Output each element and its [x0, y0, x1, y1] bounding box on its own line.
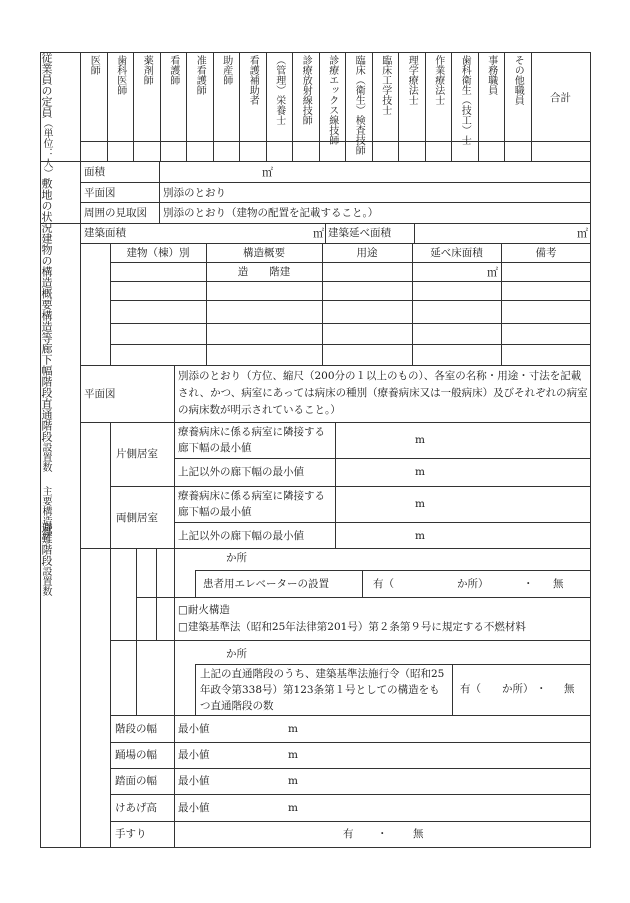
riser-height-min: 最小値: [178, 802, 210, 814]
staff-header: 作業療法士: [432, 55, 444, 105]
staff-header: 臨床工学技士: [379, 55, 391, 115]
row1-structure: 造 階建: [237, 266, 291, 278]
corridor-single-other-unit: m: [415, 466, 425, 478]
evac-text: 上記の直通階段のうち、建築基準法施行令（昭和25年政令第338号）第123条第１号としての構造をもつ直通階段の数: [200, 668, 445, 712]
direct-count-unit: か所: [226, 552, 247, 564]
corridor-single-other: 上記以外の廊下幅の最小値: [178, 466, 304, 478]
staff-header: 准看護師: [194, 55, 206, 95]
main-structure-opt1: □耐火構造: [178, 604, 230, 616]
staff-header: 診療放射線技師: [300, 55, 312, 125]
staff-header: 理学療法士: [406, 55, 418, 105]
col-use: 用途: [356, 247, 378, 259]
staff-header: 看護補助者: [247, 55, 259, 105]
corridor-single-recuperation-unit: m: [415, 434, 425, 446]
corridor-double-recuperation-unit: m: [415, 498, 425, 510]
staff-header: 助産師: [220, 55, 232, 85]
evac-sep: ・: [536, 683, 547, 695]
elevator-yes: 有（ か所）: [373, 578, 489, 590]
floor-plan-label: 平面図: [84, 388, 116, 400]
col-structure: 構造概要: [243, 247, 285, 259]
evac-stairs-label: 避難階段: [40, 522, 53, 566]
staff-header: その他職員: [512, 55, 524, 105]
staff-header: 事務職員: [485, 55, 497, 95]
elevator-no: 無: [553, 578, 564, 590]
site-plan-label: 平面図: [84, 187, 116, 199]
riser-height-label: けあげ高: [115, 802, 157, 814]
stair-width-label: 階段の幅: [115, 723, 157, 735]
staff-unit: （単位：人）: [41, 118, 52, 178]
tread-width-label: 踏面の幅: [115, 775, 157, 787]
site-label: 敷地の状況: [40, 178, 53, 233]
building-label: 建物の構造概要: [40, 233, 53, 310]
corridor-label: 廊下幅: [40, 343, 53, 376]
riser-height-unit: m: [288, 802, 298, 814]
col-notes: 備考: [535, 247, 557, 259]
corridor-double-recuperation: 療養病床に係る病室に隣接する廊下幅の最小値: [178, 490, 325, 518]
landing-width-min: 最小値: [178, 749, 210, 761]
site-plan-value: 別添のとおり: [163, 187, 226, 199]
landing-width-unit: m: [288, 749, 298, 761]
stairs-label: 階段: [40, 376, 53, 398]
corridor-double-label: 両側居室: [116, 512, 158, 524]
staff-label: 従業員の定員: [40, 52, 53, 118]
row1-floor-unit: ㎡: [487, 266, 498, 279]
evac-count-label: 設置数: [40, 566, 51, 596]
main-structure-opt2: □建築基準法（昭和25年法律第201号）第２条第９号に規定する不燃材料: [178, 621, 526, 633]
stair-width-min: 最小値: [178, 723, 210, 735]
corridor-double-other-unit: m: [415, 530, 425, 542]
staff-header: 歯科医師: [114, 55, 126, 95]
floor-area-label: 建築延べ面積: [328, 227, 391, 239]
evac-yes: 有（ か所）: [460, 683, 534, 695]
building-area-label: 建築面積: [84, 227, 126, 239]
main-structure-label: 主要構造部: [40, 486, 51, 536]
staff-header: 薬剤師: [141, 55, 153, 85]
corridor-double-other: 上記以外の廊下幅の最小値: [178, 530, 304, 542]
staff-header: 看護師: [167, 55, 179, 85]
site-env-value: 別添のとおり（建物の配置を記載すること。）: [163, 207, 379, 219]
tread-width-min: 最小値: [178, 775, 210, 787]
floor-area-unit: ㎡: [577, 227, 588, 240]
site-env-label: 周囲の見取図: [84, 207, 147, 219]
stair-width-unit: m: [288, 723, 298, 735]
handrail-no: 無: [413, 828, 424, 840]
handrail-yes: 有: [343, 828, 354, 840]
staff-header: 医師: [88, 55, 100, 75]
evac-count-unit: か所: [226, 648, 247, 660]
facility-form: [40, 52, 591, 848]
elevator-sep: ・: [523, 578, 534, 590]
evac-no: 無: [564, 683, 575, 695]
staff-header: （管理）栄養士: [273, 55, 285, 125]
landing-width-label: 踊場の幅: [115, 749, 157, 761]
handrail-sep: ・: [377, 828, 388, 840]
site-area-unit: ㎡: [262, 166, 273, 179]
corridor-single-label: 片側居室: [116, 448, 158, 460]
elevator-label: 患者用エレベーターの設置: [203, 578, 329, 590]
handrail-label: 手すり: [115, 828, 147, 840]
direct-count-label: 設置数: [40, 442, 51, 472]
structure-label: 構造等: [40, 310, 53, 343]
direct-stairs-label: 直通階段: [40, 398, 53, 442]
staff-header: 診療エックス線技師: [326, 55, 338, 145]
staff-header: 歯科衛生（技工）士: [459, 55, 471, 145]
col-building: 建物（棟）別: [126, 247, 190, 259]
site-area-label: 面積: [84, 166, 105, 178]
staff-header: 臨床（衛生）検査技師: [353, 55, 365, 155]
building-area-unit: ㎡: [313, 227, 324, 240]
tread-width-unit: m: [288, 775, 298, 787]
staff-total-header: 合計: [550, 92, 571, 104]
col-floor: 延べ床面積: [430, 247, 483, 259]
floor-plan-text: 別添のとおり（方位、縮尺（200分の１以上のもの）、各室の名称・用途・寸法を記載され、かつ、病室にあっては病床の種別（療養病床又は一般病床）及びそれぞれの病室の病床数が明示されていること。）: [178, 370, 588, 416]
corridor-single-recuperation: 療養病床に係る病室に隣接する廊下幅の最小値: [178, 426, 325, 454]
